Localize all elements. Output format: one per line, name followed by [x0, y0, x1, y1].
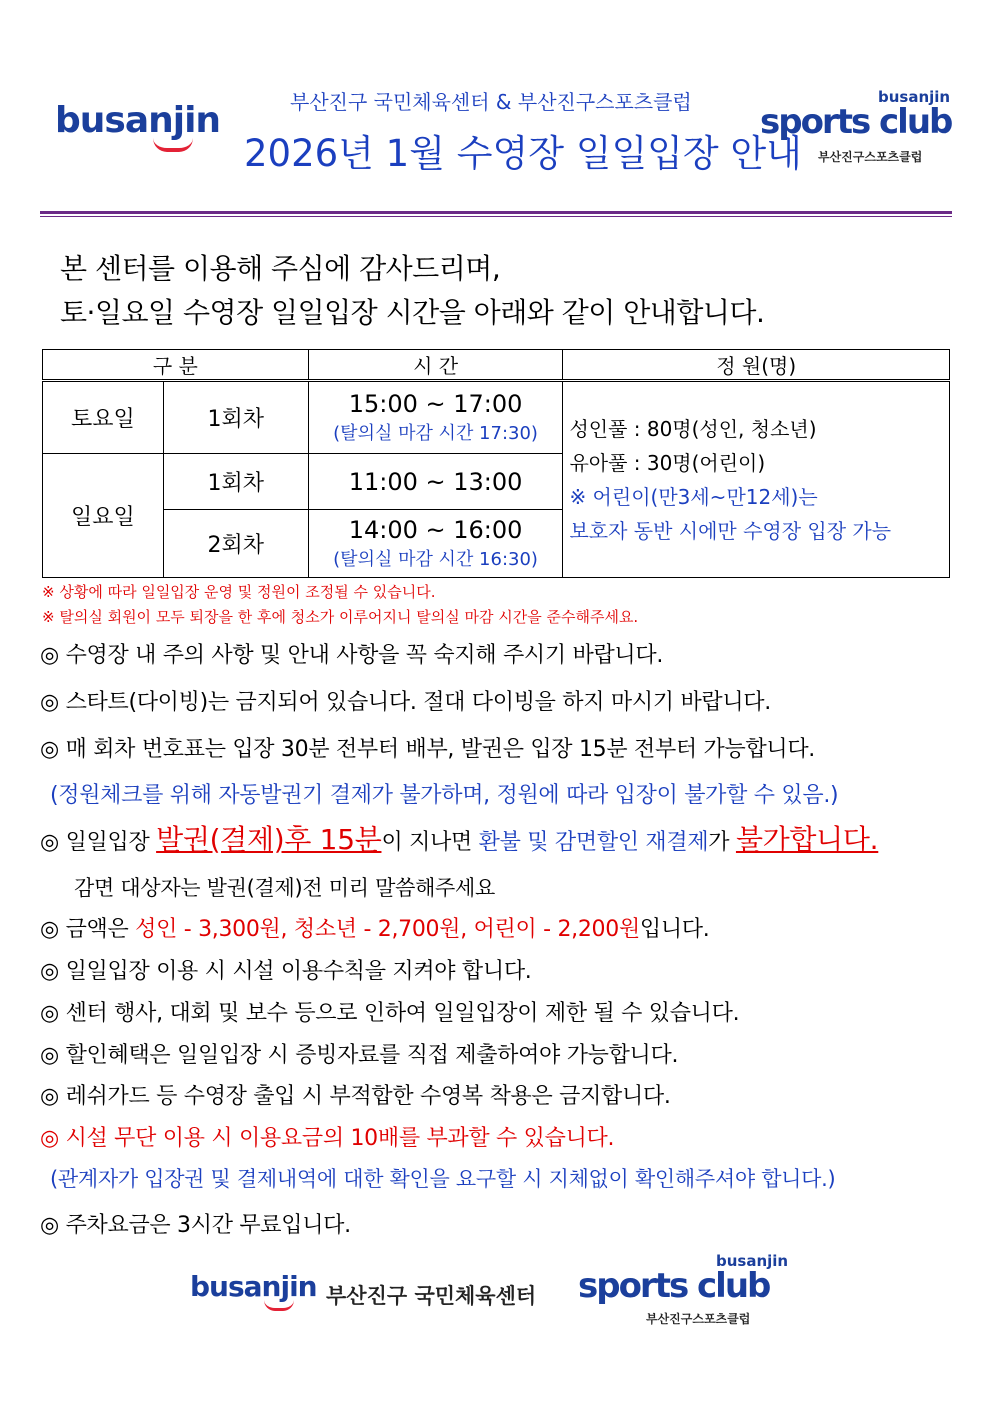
refund-text-c: 이 지나면: [381, 830, 479, 855]
saturday-time: 15:00 ~ 17:00: [348, 389, 523, 418]
bullet-ticket: ◎ 매 회차 번호표는 입장 30분 전부터 배부, 발권은 입장 15분 전부터 가능합니다.: [40, 737, 815, 762]
sportsclub-sub-text: 부산진구스포츠클럽: [818, 150, 923, 164]
footer-logo-sportsclub: [578, 1252, 808, 1332]
bullet-swimwear: ◎ 레쉬가드 등 수영장 출입 시 부적합한 수영복 착용은 금지합니다.: [40, 1084, 671, 1109]
header-rule-thick: [40, 211, 952, 214]
refund-text-e: 가: [708, 830, 736, 855]
refund-text-b: 발권(결제)후 15분: [156, 823, 382, 856]
note-locker: ※ 탈의실 회원이 모두 퇴장을 한 후에 청소가 이루어지니 탈의실 마감 시간을 준수해주세요.: [42, 608, 639, 626]
header-capacity: 정 원(명): [563, 350, 950, 381]
sunday-time-1: 11:00 ~ 13:00: [308, 454, 563, 510]
bullet-discount: ◎ 할인혜택은 일일입장 시 증빙자료를 직접 제출하여야 가능합니다.: [40, 1043, 679, 1068]
footer-smile-logo-mark: [264, 1300, 294, 1311]
price-text-a: ◎ 금액은: [40, 917, 136, 942]
header-subtitle: 부산진구 국민체육센터 & 부산진구스포츠클럽: [290, 90, 692, 114]
smile-logo-mark: [153, 138, 193, 152]
sunday-time-2: 14:00 ~ 16:00: [348, 515, 523, 544]
saturday-label: 토요일: [43, 381, 164, 454]
capacity-warn-2: 보호자 동반 시에만 수영장 입장 가능: [569, 518, 892, 543]
capacity-kids: 유아풀 : 30명(어린이): [569, 450, 766, 475]
footer-sportsclub-sub-text: 부산진구스포츠클럽: [646, 1312, 751, 1326]
sportsclub-main-text: sports club: [760, 102, 952, 142]
capacity-adult: 성인풀 : 80명(성인, 청소년): [569, 416, 817, 441]
footer-busanjin-logo-text: busanjin: [190, 1270, 317, 1303]
bullet-ticket-sub: (정원체크를 위해 자동발권기 결제가 불가하며, 정원에 따라 입장이 불가할 수 있음.): [50, 783, 839, 808]
header-logo-sportsclub: [760, 88, 960, 168]
bullet-diving: ◎ 스타트(다이빙)는 금지되어 있습니다. 절대 다이빙을 하지 마시기 바랍니다.: [40, 690, 771, 715]
bullet-penalty: ◎ 시설 무단 이용 시 이용요금의 10배를 부과할 수 있습니다.: [40, 1126, 615, 1151]
bullet-parking: ◎ 주차요금은 3시간 무료입니다.: [40, 1213, 351, 1238]
page-title: 2026년 1월 수영장 일일입장 안내: [244, 132, 802, 175]
sunday-time-cell-2: [308, 510, 563, 578]
saturday-session: 1회차: [163, 381, 308, 454]
sunday-session-1: 1회차: [163, 454, 308, 510]
intro-line-1: 본 센터를 이용해 주심에 감사드리며,: [60, 252, 501, 285]
refund-text-f: 불가합니다.: [735, 823, 879, 856]
note-adjust: ※ 상황에 따라 일일입장 운영 및 정원이 조정될 수 있습니다.: [42, 583, 436, 601]
bullet-events: ◎ 센터 행사, 대회 및 보수 등으로 인하여 일일입장이 제한 될 수 있습니다.: [40, 1001, 740, 1026]
bullet-refund-sub: 감면 대상자는 발권(결제)전 미리 말씀해주세요: [74, 876, 496, 900]
refund-text-a: ◎ 일일입장: [40, 830, 157, 855]
price-text-c: 입니다.: [639, 917, 710, 942]
schedule-table: [42, 349, 950, 578]
refund-text-d: 환불 및 감면할인 재결제: [478, 830, 709, 855]
sportsclub-top-text: busanjin: [878, 88, 951, 106]
sunday-label: 일요일: [43, 454, 164, 578]
capacity-warn-1: ※ 어린이(만3세~만12세)는: [569, 484, 818, 509]
footer-logo-busanjin: [190, 1270, 320, 1303]
footer-sportsclub-main-text: sports club: [578, 1266, 770, 1306]
table-header-row: [43, 350, 950, 381]
sunday-locker-note: (탈의실 마감 시간 16:30): [333, 548, 538, 570]
capacity-cell: [563, 381, 950, 578]
footer-center-name: 부산진구 국민체육센터: [326, 1284, 537, 1308]
footer-sportsclub-top-text: busanjin: [716, 1252, 789, 1270]
bullet-rules: ◎ 일일입장 이용 시 시설 이용수칙을 지켜야 합니다.: [40, 959, 532, 984]
saturday-locker-note: (탈의실 마감 시간 17:30): [333, 422, 538, 444]
header-time: 시 간: [308, 350, 563, 381]
header-logo-busanjin: [55, 100, 225, 141]
intro-line-2: 토·일요일 수영장 일일입장 시간을 아래와 같이 안내합니다.: [60, 296, 765, 329]
bullet-refund: [40, 818, 878, 858]
header-rule-thin: [40, 216, 952, 217]
bullet-safety: ◎ 수영장 내 주의 사항 및 안내 사항을 꼭 숙지해 주시기 바랍니다.: [40, 643, 664, 668]
price-text-b: 성인 - 3,300원, 청소년 - 2,700원, 어린이 - 2,200원: [135, 917, 640, 942]
header-category: 구 분: [43, 350, 309, 381]
table-row-saturday: [43, 381, 950, 454]
sunday-session-2: 2회차: [163, 510, 308, 578]
saturday-time-cell: [308, 381, 563, 454]
busanjin-logo-text: busanjin: [55, 100, 221, 141]
bullet-penalty-sub: (관계자가 입장권 및 결제내역에 대한 확인을 요구할 시 지체없이 확인해주셔야 합니다.): [50, 1167, 836, 1191]
bullet-price: [40, 912, 709, 943]
